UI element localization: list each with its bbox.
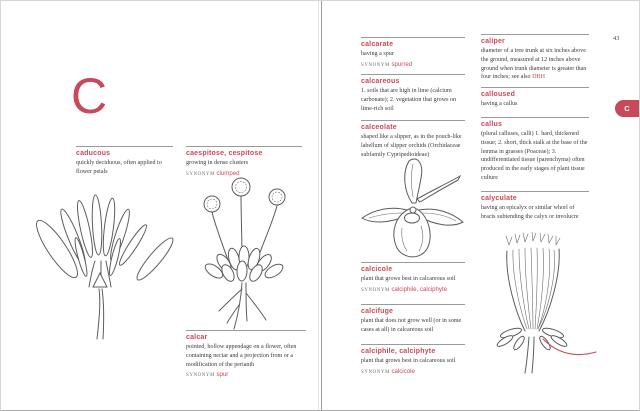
definition-text: diameter of a tree trunk at six inches above the ground, measured at 12 inches above ground when trunk diameter is greater than four inches; see also [481, 48, 587, 81]
caespitose-illustration [184, 171, 306, 333]
section-thumb-tab[interactable]: C [615, 100, 639, 117]
synonym-label: SYNONYM [361, 287, 390, 293]
entry-calcifuge [361, 304, 465, 335]
entry-term: calceolate [361, 124, 397, 131]
entry-calcareous [361, 74, 465, 113]
entry-synonym-line [186, 371, 306, 380]
entry-term: caespitose, cespitose [186, 150, 263, 157]
entry-term: callus [481, 121, 503, 128]
entry-calcar [186, 330, 306, 380]
entry-definition: growing in dense clusters [186, 160, 249, 166]
entry-caliper [481, 34, 589, 82]
entry-calyculate [481, 191, 589, 222]
entry-definition: plant that does not grow well (or in some cases at all) in calcareous soil [361, 318, 462, 333]
calceolate-illustration [357, 153, 469, 265]
page-gutter-highlight [318, 1, 319, 410]
entry-term: calcareous [361, 78, 400, 85]
entry-definition: plant that grows best in calcareous soil [361, 358, 456, 364]
synonym-value: calcicole [391, 367, 415, 375]
entry-calcarate [361, 37, 465, 70]
entry-term: caliper [481, 38, 505, 45]
synonym-label: SYNONYM [361, 62, 390, 68]
entry-term: caducous [76, 150, 111, 157]
entry-definition: quickly deciduous, often applied to flower petals [76, 160, 162, 175]
entry-term: calcifuge [361, 308, 394, 315]
entry-synonym-line [361, 368, 465, 377]
entry-callus [481, 117, 589, 183]
entry-definition: 1. soils that are high in lime (calcium carbonate); 2. vegetation that grows on lime-rich soil [361, 88, 457, 112]
see-also-reference: DBH [532, 74, 545, 81]
entry-definition [481, 47, 589, 82]
entry-term: calyculate [481, 195, 517, 202]
caducous-illustration [27, 187, 175, 345]
entry-calciphile [361, 344, 465, 377]
page-number: 43 [613, 35, 620, 42]
synonym-value: spurred [391, 60, 413, 68]
entry-term: calcicole [361, 266, 393, 273]
entry-calcicole [361, 262, 465, 295]
entry-term: calciphile, calciphyte [361, 348, 436, 355]
synonym-value: calciphile, calciphyte [391, 285, 448, 293]
synonym-label: SYNONYM [186, 171, 215, 177]
entry-synonym-line [361, 61, 465, 70]
entry-definition: pointed, hollow appendage on a flower, often containing nectar and a projection from or a modification of the perianth [186, 344, 297, 368]
calyculate-illustration [475, 223, 599, 375]
entry-definition: shaped like a slipper, as in the pouch-like labellum of slipper orchids (Orchidaceae subfamily Cypripedioideae) [361, 134, 462, 158]
entry-definition: (plural calluses, calli) 1. hard, thickened tissue; 2. short, thick stalk at the base of the lemma in grasses (Poaceae); 3. undifferentiated tissue (parenchyma) often produced in the early stages of plant tissue culture [481, 131, 588, 182]
synonym-label: SYNONYM [361, 369, 390, 375]
entry-term: calloused [481, 91, 516, 98]
entry-definition: having an epicalyx or similar whorl of bracts subtending the calyx or involucre [481, 205, 579, 220]
entry-calloused [481, 87, 589, 109]
synonym-label: SYNONYM [186, 373, 215, 379]
section-letter: C [71, 68, 108, 124]
entry-caducous [76, 146, 173, 177]
entry-definition: having a spur [361, 51, 394, 57]
page-gutter [321, 1, 322, 410]
entry-term: calcarate [361, 41, 394, 48]
synonym-value: clumped [216, 169, 240, 177]
entry-synonym-line [361, 286, 465, 295]
entry-definition: having a callus [481, 101, 518, 107]
entry-term: calcar [186, 334, 208, 341]
synonym-value: spur [216, 371, 229, 379]
entry-definition: plant that grows best in calcareous soil [361, 276, 456, 282]
